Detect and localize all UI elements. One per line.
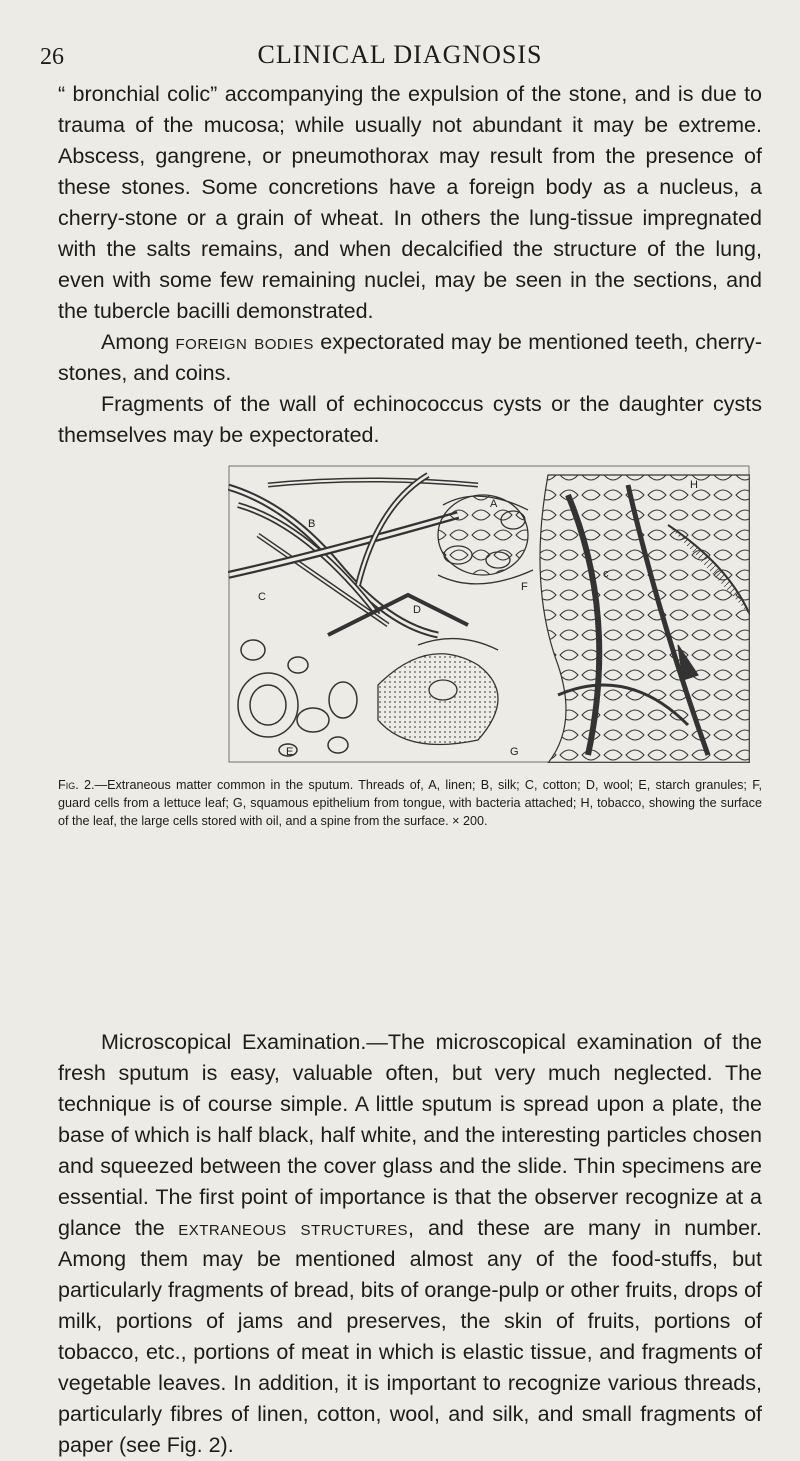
paragraph-stone-concretions: “ bronchial colic” accompanying the expulsion of the stone, and is due to trauma of the mucosa; while usually not abundant it may be extreme. Abscess, gangrene, or pneumothorax may result from the presence of these stones. Some concretions have a foreign body as a nucleus, a cherry-stone or a grain of wheat. In others the lung-tissue impregnated with the salts remains, and when decalcified the structure of the lung, even with some few remaining nuclei, may be seen in the sections, and the tubercle bacilli demonstrated.: [58, 82, 762, 323]
foreign-bodies-term: foreign bodies: [175, 330, 314, 354]
figure-extraneous-matter: [228, 465, 750, 763]
paragraph-microscopical-examination: [58, 1027, 762, 1461]
tobacco-leaf-illustration: [540, 475, 750, 763]
section-heading: Microscopical Examination.: [101, 1030, 367, 1054]
microscopical-text-b: and these are many in number. Among them may be mentioned almost any of the food-stuffs, but particularly fragments of bread, bits of orange-pulp or other fruits, drops of milk, portions of jams and preserves, the skin of fruits, portions of tobacco, etc., portions of meat in which is elastic tissue, and fragments of vegetable leaves. In addition, it is important to recognize various threads, particularly fibres of linen, cotton, wool, and silk, and small fragments of paper (see Fig. 2).: [58, 1216, 762, 1457]
figure-label-d: D: [413, 604, 421, 616]
bottom-text-block: [58, 1027, 762, 1461]
figure-caption-number: Fig. 2.: [58, 778, 95, 792]
figure-label-b: B: [308, 518, 316, 530]
figure-label-e: E: [286, 746, 294, 758]
running-head: CLINICAL DIAGNOSIS: [257, 40, 543, 69]
extraneous-structures-term: extraneous structures,: [178, 1216, 415, 1240]
page-number: 26: [40, 44, 64, 70]
figure-label-cell: c: [603, 568, 609, 580]
figure-label-g: G: [510, 746, 519, 758]
microscopical-text-a: —The microscopical examination of the fresh sputum is easy, valuable often, but very much neglected. The technique is of course simple. A little sputum is spread upon a plate, the base of which is half black, half white, and the interesting particles chosen and squeezed between the cover glass and the slide. Thin specimens are essential. The first point of importance is that the observer recognize at a glance the: [58, 1030, 762, 1240]
top-text-block: [58, 79, 762, 451]
paragraph-echinococcus: Fragments of the wall of echinococcus cysts or the daughter cysts themselves may be expectorated.: [58, 392, 762, 447]
figure-caption: [58, 776, 762, 830]
figure-label-c: C: [258, 591, 266, 603]
figure-caption-text: —Extraneous matter common in the sputum. Threads of, A, linen; B, silk; C, cotton; D, wool; E, starch granules; F, guard cells from a lettuce leaf; G, squamous epithelium from tongue, with bacteria attached; H, tobacco, showing the surface of the leaf, the large cells stored with oil, and a spine from the surface. × 200.: [58, 778, 762, 828]
foreign-bodies-lead: Among: [101, 330, 170, 354]
figure-label-f: F: [521, 581, 528, 593]
figure-label-h: H: [690, 479, 698, 491]
paragraph-foreign-bodies: [58, 327, 762, 389]
foreign-bodies-rest: expectorated may be mentioned teeth, cherry-stones, and coins.: [58, 330, 763, 385]
figure-illustration: [228, 465, 750, 763]
figure-label-a: A: [490, 498, 498, 510]
